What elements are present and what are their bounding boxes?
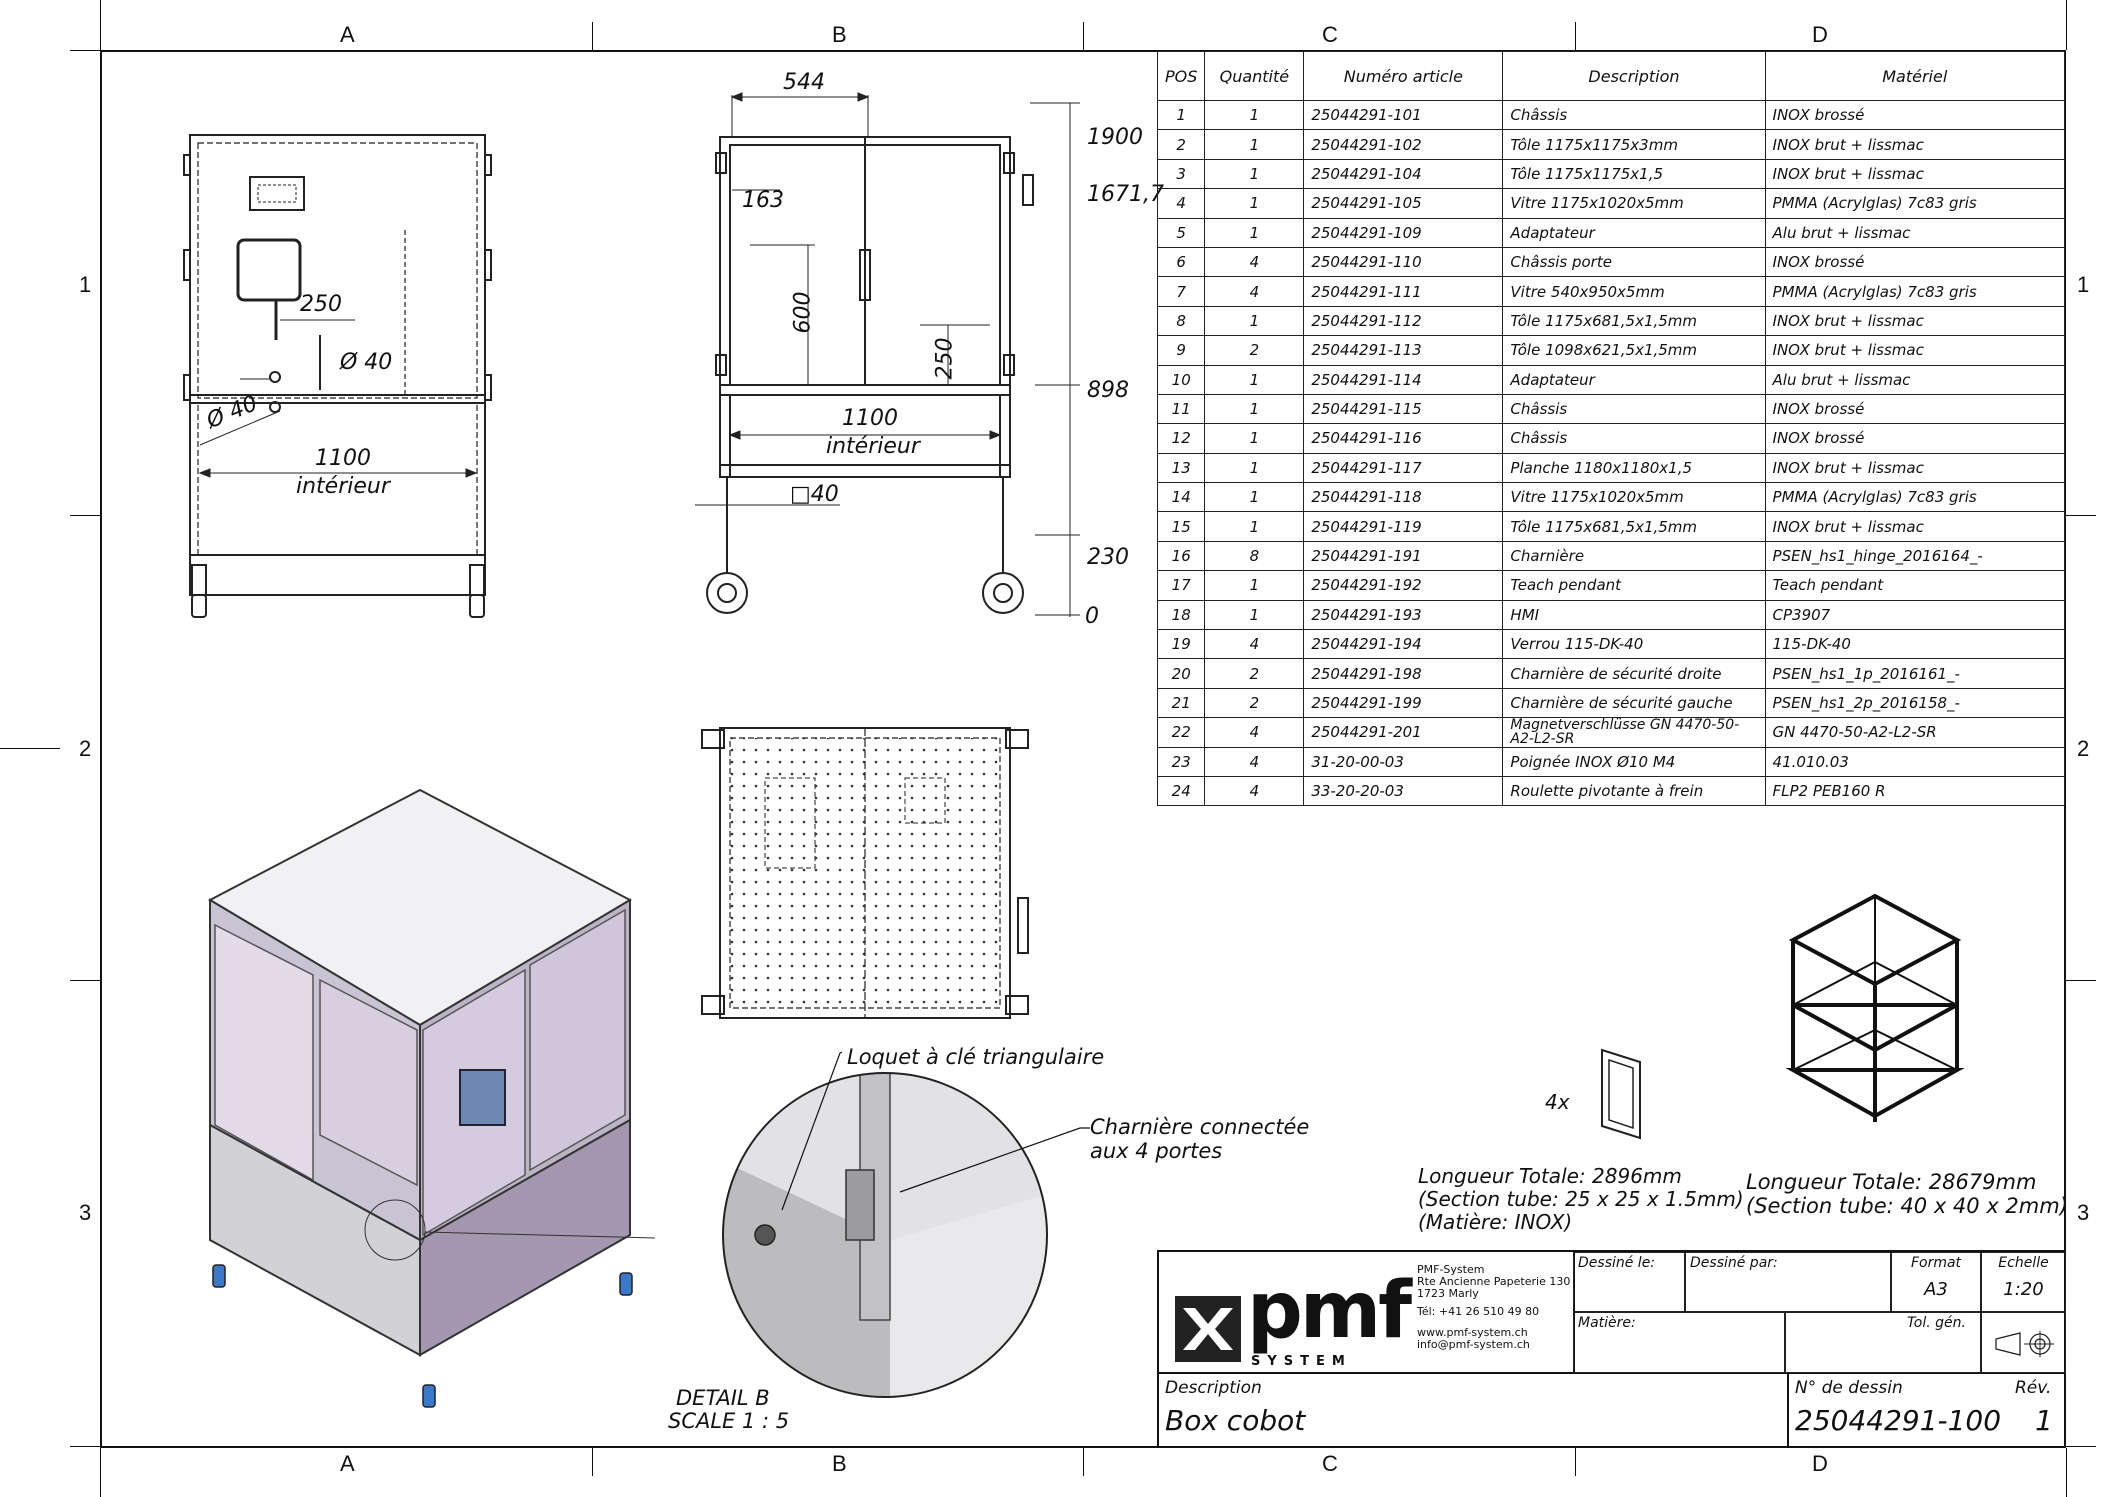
material-cell: INOX brut + lissmac xyxy=(1765,336,2064,365)
quantity-cell: 4 xyxy=(1205,776,1304,805)
quantity-cell: 1 xyxy=(1205,101,1304,130)
pos-cell: 23 xyxy=(1158,747,1205,776)
quantity-cell: 1 xyxy=(1205,424,1304,453)
description-cell: Tôle 1175x681,5x1,5mm xyxy=(1503,512,1765,541)
article-cell: 25044291-113 xyxy=(1304,336,1503,365)
header-pos: POS xyxy=(1158,52,1205,101)
material-cell: PMMA (Acrylglas) 7c83 gris xyxy=(1765,483,2064,512)
pos-cell: 22 xyxy=(1158,718,1205,747)
pos-cell: 20 xyxy=(1158,659,1205,688)
material-cell: GN 4470-50-A2-L2-SR xyxy=(1765,718,2064,747)
article-cell: 25044291-109 xyxy=(1304,218,1503,247)
description-label: Description xyxy=(1165,1378,1262,1398)
table-row xyxy=(1158,365,2065,394)
header-article: Numéro article xyxy=(1304,52,1503,101)
table-row xyxy=(1158,747,2065,776)
quantity-cell: 1 xyxy=(1205,394,1304,423)
material-cell: INOX brossé xyxy=(1765,424,2064,453)
isometric-view xyxy=(195,785,655,1425)
scale-cell xyxy=(1981,1252,2066,1312)
height-898: 898 xyxy=(1087,378,1129,403)
description-cell: Tôle 1098x621,5x1,5mm xyxy=(1503,336,1765,365)
description-cell: Châssis porte xyxy=(1503,247,1765,276)
detail-leader-lines xyxy=(760,1050,1100,1220)
table-row xyxy=(1158,776,2065,805)
large-frame-section: (Section tube: 40 x 40 x 2mm) xyxy=(1746,1194,2068,1218)
material-cell: Alu brut + lissmac xyxy=(1765,365,2064,394)
pos-cell: 17 xyxy=(1158,571,1205,600)
description-cell: Adaptateur xyxy=(1503,218,1765,247)
pos-cell: 12 xyxy=(1158,424,1205,453)
article-cell: 25044291-102 xyxy=(1304,130,1503,159)
small-frame-drawing xyxy=(1600,1048,1646,1140)
material-cell: PSEN_hs1_2p_2016158_- xyxy=(1765,688,2064,717)
table-row xyxy=(1158,247,2065,276)
callout-loquet: Loquet à clé triangulaire xyxy=(847,1045,1105,1069)
article-cell: 25044291-117 xyxy=(1304,453,1503,482)
material-cell: INOX brossé xyxy=(1765,394,2064,423)
company-phone: Tél: +41 26 510 49 80 xyxy=(1417,1305,1540,1318)
front-dim-interior: intérieur xyxy=(296,474,390,499)
article-cell: 25044291-199 xyxy=(1304,688,1503,717)
material-cell: INOX brut + lissmac xyxy=(1765,159,2064,188)
tolerance-label: Tol. gén. xyxy=(1906,1315,1966,1331)
description-cell: Poignée INOX Ø10 M4 xyxy=(1503,747,1765,776)
detail-b-scale: SCALE 1 : 5 xyxy=(668,1409,790,1433)
article-cell: 25044291-201 xyxy=(1304,718,1503,747)
article-cell: 25044291-115 xyxy=(1304,394,1503,423)
table-row xyxy=(1158,688,2065,717)
side-dim-250: 250 xyxy=(932,337,958,380)
quantity-cell: 2 xyxy=(1205,688,1304,717)
large-frame-drawing xyxy=(1785,890,1965,1130)
company-address xyxy=(1417,1264,1570,1351)
callout-charniere-line2: aux 4 portes xyxy=(1090,1139,1223,1163)
description-cell: Vitre 540x950x5mm xyxy=(1503,277,1765,306)
material-cell: PMMA (Acrylglas) 7c83 gris xyxy=(1765,277,2064,306)
bill-of-materials-table xyxy=(1157,51,2065,806)
quantity-cell: 8 xyxy=(1205,541,1304,570)
table-row xyxy=(1158,483,2065,512)
table-row xyxy=(1158,571,2065,600)
description-cell: Tôle 1175x1175x3mm xyxy=(1503,130,1765,159)
zone-col-c-top: C xyxy=(1322,22,1338,47)
description-cell: Magnetverschlüsse GN 4470-50-A2-L2-SR xyxy=(1503,718,1765,747)
material-cell: PMMA (Acrylglas) 7c83 gris xyxy=(1765,189,2064,218)
table-row xyxy=(1158,218,2065,247)
material-cell: Alu brut + lissmac xyxy=(1765,218,2064,247)
table-row xyxy=(1158,630,2065,659)
table-header-row xyxy=(1158,52,2065,101)
table-row xyxy=(1158,159,2065,188)
quantity-cell: 1 xyxy=(1205,483,1304,512)
description-cell: Tôle 1175x681,5x1,5mm xyxy=(1503,306,1765,335)
description-cell: Châssis xyxy=(1503,101,1765,130)
pos-cell: 21 xyxy=(1158,688,1205,717)
zone-col-b-top: B xyxy=(832,22,847,47)
quantity-cell: 1 xyxy=(1205,159,1304,188)
description-cell: Charnière xyxy=(1503,541,1765,570)
pos-cell: 7 xyxy=(1158,277,1205,306)
large-frame-length: Longueur Totale: 28679mm xyxy=(1746,1170,2037,1194)
material-cell: INOX brossé xyxy=(1765,247,2064,276)
side-view-drawing xyxy=(690,85,1090,630)
description-cell: HMI xyxy=(1503,600,1765,629)
table-row xyxy=(1158,541,2065,570)
detail-b-title: DETAIL B xyxy=(676,1386,770,1410)
description-cell: Teach pendant xyxy=(1503,571,1765,600)
side-dim-544: 544 xyxy=(783,70,825,95)
material-cell xyxy=(1573,1312,1785,1373)
drawn-date-label: Dessiné le: xyxy=(1578,1255,1656,1271)
article-cell: 25044291-105 xyxy=(1304,189,1503,218)
height-230: 230 xyxy=(1087,545,1129,570)
pos-cell: 2 xyxy=(1158,130,1205,159)
description-cell: Charnière de sécurité droite xyxy=(1503,659,1765,688)
front-dim-diameter-40-b: Ø 40 xyxy=(203,391,262,434)
quantity-cell: 1 xyxy=(1205,512,1304,541)
article-cell: 25044291-194 xyxy=(1304,630,1503,659)
revision-value: 1 xyxy=(2035,1404,2053,1437)
drawing-number-value: 25044291-100 xyxy=(1795,1404,2002,1437)
front-dim-1100: 1100 xyxy=(315,446,371,471)
revision-label: Rév. xyxy=(2015,1378,2052,1398)
company-address-line2: 1723 Marly xyxy=(1417,1287,1479,1300)
format-label: Format xyxy=(1910,1255,1962,1271)
pmf-logo-subtext: SYSTEM xyxy=(1251,1354,1352,1369)
scale-value: 1:20 xyxy=(2003,1279,2044,1300)
height-1671: 1671,7 xyxy=(1087,182,1164,207)
front-dim-250: 250 xyxy=(300,292,342,317)
article-cell: 25044291-191 xyxy=(1304,541,1503,570)
zone-col-d-bottom: D xyxy=(1812,1451,1828,1476)
table-row xyxy=(1158,277,2065,306)
company-address-line1: Rte Ancienne Papeterie 130 xyxy=(1417,1275,1571,1288)
material-cell: INOX brossé xyxy=(1765,101,2064,130)
quantity-cell: 1 xyxy=(1205,365,1304,394)
article-cell: 25044291-116 xyxy=(1304,424,1503,453)
side-dim-square-40: □40 xyxy=(790,482,839,507)
table-row xyxy=(1158,394,2065,423)
projection-symbol-icon xyxy=(1994,1331,2056,1357)
article-cell: 25044291-193 xyxy=(1304,600,1503,629)
description-cell: Châssis xyxy=(1503,394,1765,423)
article-cell: 25044291-114 xyxy=(1304,365,1503,394)
pos-cell: 5 xyxy=(1158,218,1205,247)
table-row xyxy=(1158,512,2065,541)
quantity-cell: 1 xyxy=(1205,218,1304,247)
side-dim-163: 163 xyxy=(742,188,784,213)
side-dim-600: 600 xyxy=(790,291,816,334)
zone-col-a-bottom: A xyxy=(340,1451,355,1476)
article-cell: 25044291-119 xyxy=(1304,512,1503,541)
table-row xyxy=(1158,600,2065,629)
pos-cell: 11 xyxy=(1158,394,1205,423)
zone-col-c-bottom: C xyxy=(1322,1451,1338,1476)
zone-row-3-left: 3 xyxy=(79,1200,92,1225)
pos-cell: 15 xyxy=(1158,512,1205,541)
projection-cell xyxy=(1981,1312,2066,1373)
article-cell: 25044291-111 xyxy=(1304,277,1503,306)
table-row xyxy=(1158,718,2065,747)
article-cell: 25044291-198 xyxy=(1304,659,1503,688)
title-block xyxy=(1157,1250,2066,1448)
zone-row-2-right: 2 xyxy=(2077,736,2090,761)
table-row xyxy=(1158,336,2065,365)
article-cell: 25044291-112 xyxy=(1304,306,1503,335)
pos-cell: 16 xyxy=(1158,541,1205,570)
front-dim-diameter-40: Ø 40 xyxy=(340,350,393,375)
zone-col-a-top: A xyxy=(340,22,355,47)
material-cell: INOX brut + lissmac xyxy=(1765,306,2064,335)
table-row xyxy=(1158,306,2065,335)
material-cell: 41.010.03 xyxy=(1765,747,2064,776)
pos-cell: 18 xyxy=(1158,600,1205,629)
article-cell: 25044291-110 xyxy=(1304,247,1503,276)
scale-label: Echelle xyxy=(1998,1255,2049,1271)
zone-col-d-top: D xyxy=(1812,22,1828,47)
table-row xyxy=(1158,130,2065,159)
quantity-cell: 1 xyxy=(1205,306,1304,335)
material-cell: 115-DK-40 xyxy=(1765,630,2064,659)
quantity-cell: 4 xyxy=(1205,630,1304,659)
tolerance-cell xyxy=(1785,1312,1981,1373)
pos-cell: 3 xyxy=(1158,159,1205,188)
header-description: Description xyxy=(1503,52,1765,101)
article-cell: 25044291-101 xyxy=(1304,101,1503,130)
zone-row-2-left: 2 xyxy=(79,736,92,761)
pos-cell: 9 xyxy=(1158,336,1205,365)
company-website: www.pmf-system.ch xyxy=(1417,1326,1528,1339)
description-cell: Vitre 1175x1020x5mm xyxy=(1503,483,1765,512)
material-cell: CP3907 xyxy=(1765,600,2064,629)
small-frame-section: (Section tube: 25 x 25 x 1.5mm) xyxy=(1418,1187,1744,1211)
company-email: info@pmf-system.ch xyxy=(1417,1338,1530,1351)
pos-cell: 14 xyxy=(1158,483,1205,512)
top-view-drawing xyxy=(690,708,1050,1028)
small-frame-quantity: 4x xyxy=(1545,1090,1570,1114)
small-frame-material: (Matière: INOX) xyxy=(1418,1210,1573,1234)
material-cell: PSEN_hs1_hinge_2016164_- xyxy=(1765,541,2064,570)
pmf-logo-icon xyxy=(1175,1296,1241,1362)
pmf-logo-text: pmf xyxy=(1247,1266,1410,1356)
pos-cell: 24 xyxy=(1158,776,1205,805)
small-frame-length: Longueur Totale: 2896mm xyxy=(1418,1164,1682,1188)
height-0: 0 xyxy=(1085,604,1099,629)
material-cell: INOX brut + lissmac xyxy=(1765,512,2064,541)
article-cell: 31-20-00-03 xyxy=(1304,747,1503,776)
quantity-cell: 4 xyxy=(1205,718,1304,747)
quantity-cell: 2 xyxy=(1205,336,1304,365)
callout-charniere-line1: Charnière connectée xyxy=(1090,1115,1310,1139)
article-cell: 25044291-192 xyxy=(1304,571,1503,600)
format-value: A3 xyxy=(1924,1279,1948,1300)
quantity-cell: 1 xyxy=(1205,571,1304,600)
table-row xyxy=(1158,189,2065,218)
material-cell: PSEN_hs1_1p_2016161_- xyxy=(1765,659,2064,688)
front-view-drawing xyxy=(170,125,510,625)
quantity-cell: 4 xyxy=(1205,277,1304,306)
article-cell: 25044291-104 xyxy=(1304,159,1503,188)
drawn-by-cell xyxy=(1685,1252,1891,1312)
side-dim-interior: intérieur xyxy=(826,434,920,459)
drawing-number-label: N° de dessin xyxy=(1795,1378,1903,1398)
description-cell: Adaptateur xyxy=(1503,365,1765,394)
material-cell: Teach pendant xyxy=(1765,571,2064,600)
pos-cell: 1 xyxy=(1158,101,1205,130)
description-cell: Roulette pivotante à frein xyxy=(1503,776,1765,805)
quantity-cell: 4 xyxy=(1205,747,1304,776)
table-row xyxy=(1158,424,2065,453)
pos-cell: 8 xyxy=(1158,306,1205,335)
description-cell: Tôle 1175x1175x1,5 xyxy=(1503,159,1765,188)
description-cell: Planche 1180x1180x1,5 xyxy=(1503,453,1765,482)
height-1900: 1900 xyxy=(1087,125,1143,150)
zone-row-1-left: 1 xyxy=(79,272,92,297)
material-cell: INOX brut + lissmac xyxy=(1765,453,2064,482)
description-cell: Verrou 115-DK-40 xyxy=(1503,630,1765,659)
company-name: PMF-System xyxy=(1417,1263,1485,1276)
quantity-cell: 1 xyxy=(1205,130,1304,159)
drawn-by-label: Dessiné par: xyxy=(1690,1255,1778,1271)
description-value: Box cobot xyxy=(1165,1404,1306,1437)
drawn-date-cell xyxy=(1573,1252,1685,1312)
description-cell: Charnière de sécurité gauche xyxy=(1503,688,1765,717)
description-cell: Châssis xyxy=(1503,424,1765,453)
pos-cell: 6 xyxy=(1158,247,1205,276)
material-cell: FLP2 PEB160 R xyxy=(1765,776,2064,805)
pos-cell: 4 xyxy=(1158,189,1205,218)
header-quantity: Quantité xyxy=(1205,52,1304,101)
zone-row-1-right: 1 xyxy=(2077,272,2090,297)
header-material: Matériel xyxy=(1765,52,2064,101)
pmf-logo xyxy=(1175,1266,1410,1380)
pos-cell: 13 xyxy=(1158,453,1205,482)
article-cell: 25044291-118 xyxy=(1304,483,1503,512)
zone-row-3-right: 3 xyxy=(2077,1200,2090,1225)
description-cell: Vitre 1175x1020x5mm xyxy=(1503,189,1765,218)
zone-col-b-bottom: B xyxy=(832,1451,847,1476)
table-row xyxy=(1158,453,2065,482)
quantity-cell: 4 xyxy=(1205,247,1304,276)
material-cell: INOX brut + lissmac xyxy=(1765,130,2064,159)
pos-cell: 19 xyxy=(1158,630,1205,659)
format-cell xyxy=(1891,1252,1981,1312)
side-dim-1100: 1100 xyxy=(842,406,898,431)
quantity-cell: 1 xyxy=(1205,453,1304,482)
material-label: Matière: xyxy=(1578,1315,1636,1331)
pos-cell: 10 xyxy=(1158,365,1205,394)
table-row xyxy=(1158,659,2065,688)
table-row xyxy=(1158,101,2065,130)
quantity-cell: 1 xyxy=(1205,600,1304,629)
quantity-cell: 1 xyxy=(1205,189,1304,218)
article-cell: 33-20-20-03 xyxy=(1304,776,1503,805)
quantity-cell: 2 xyxy=(1205,659,1304,688)
